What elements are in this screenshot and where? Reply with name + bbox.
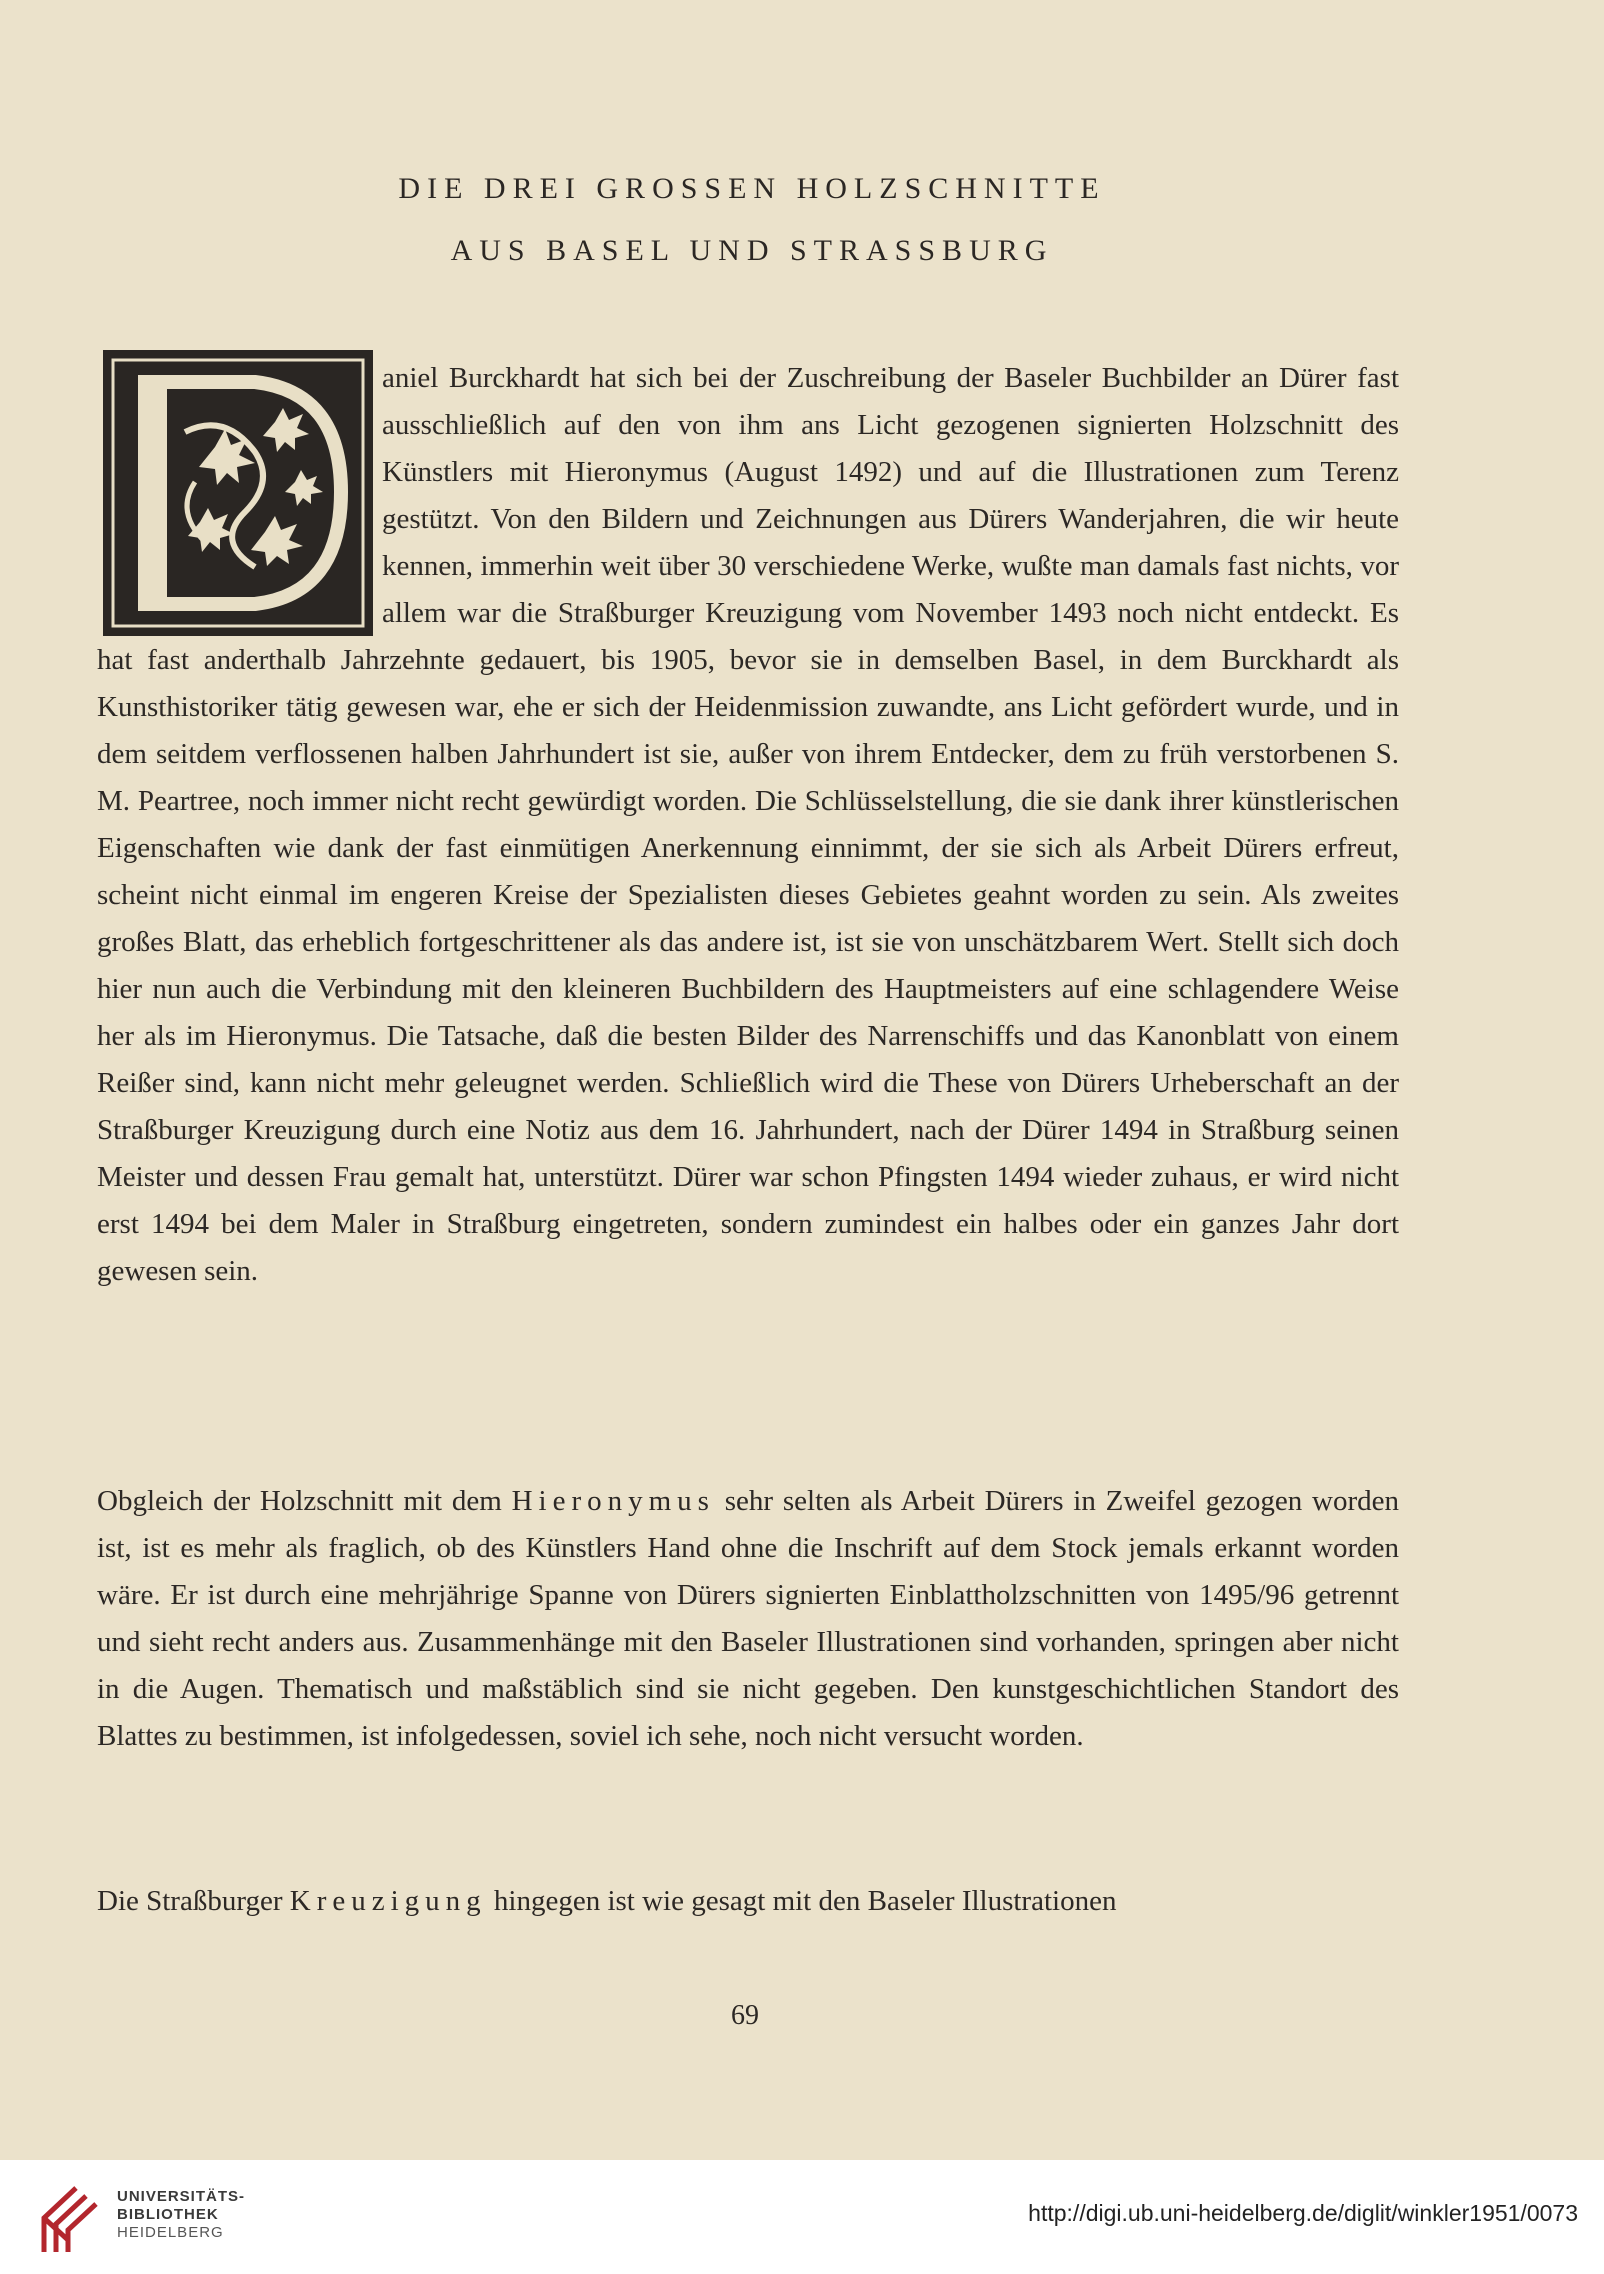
spaced-term-hieronymus: Hieronymus — [511, 1485, 715, 1517]
paragraph-2-block — [97, 1478, 1399, 1760]
library-name-line-2: BIBLIOTHEK — [117, 2206, 219, 2223]
spaced-term-kreuzigung: Kreuzigung — [289, 1885, 487, 1917]
page-number: 69 — [731, 2000, 759, 2031]
library-footer — [0, 2160, 1604, 2274]
paragraph-3-rest: hingegen ist wie gesagt mit den Baseler Illustrationen — [486, 1885, 1117, 1917]
paragraph-1-block — [97, 355, 1399, 1295]
paragraph-2-start: Obgleich der Holzschnitt mit dem — [97, 1485, 512, 1517]
library-name-line-3: HEIDELBERG — [117, 2224, 224, 2241]
chapter-title-line-1: DIE DREI GROSSEN HOLZSCHNITTE — [398, 172, 1106, 205]
library-logo-icon[interactable] — [36, 2182, 106, 2256]
initial-spacer — [97, 355, 382, 635]
library-name-line-1: UNIVERSITÄTS- — [117, 2188, 246, 2205]
library-name[interactable] — [117, 2188, 245, 2242]
paragraph-2 — [97, 1478, 1399, 1760]
paragraph-3 — [97, 1878, 1399, 1925]
paragraph-3-block — [97, 1878, 1399, 1925]
paragraph-3-start: Die Straßburger — [97, 1885, 290, 1917]
paragraph-1: aniel Burckhardt hat sich bei der Zuschreibung der Baseler Buchbilder an Dürer fast ausschließlich auf den von ihm ans Licht gezogenen signierten Holzschnitt des Künstlers mit Hieronymus (August 1492) und auf die Illustrationen zum Terenz gestützt. Von den Bildern und Zeichnungen aus Dürers Wanderjahren, die wir heute kennen, immerhin weit über 30 verschiedene Werke, wußte man damals fast nichts, vor allem war die Straßburger Kreuzigung vom November 1493 noch nicht entdeckt. Es hat fast anderthalb Jahrzehnte gedauert, bis 1905, bevor sie in demselben Basel, in dem Burckhardt als Kunsthistoriker tätig gewesen war, ehe er sich der Heidenmission zuwandte, ans Licht gefördert wurde, und in dem seitdem verflossenen halben Jahrhundert ist sie, außer von ihrem Entdecker, dem zu früh verstorbenen S. M. Peartree, noch immer nicht recht gewürdigt worden. Die Schlüsselstellung, die sie dank ihrer künstlerischen Eigenschaften wie dank der fast einmütigen Anerkennung einnimmt, der sie sich als Arbeit Dürers erfreut, scheint nicht einmal im engeren Kreise der Spezialisten dieses Gebietes geahnt worden zu sein. Als zweites großes Blatt, das erheblich fortgeschrittener als das andere ist, ist sie von unschätzbarem Wert. Stellt sich doch hier nun auch die Verbindung mit den kleineren Buchbildern des Hauptmeisters auf eine schlagendere Weise her als im Hieronymus. Die Tatsache, daß die besten Bilder des Narrenschiffs und das Kanonblatt von einem Reißer sind, kann nicht mehr geleugnet werden. Schließlich wird die These von Dürers Urheberschaft an der Straßburger Kreuzigung durch eine Notiz aus dem 16. Jahrhundert, nach der Dürer 1494 in Straßburg seinen Meister und dessen Frau gemalt hat, unterstützt. Dürer war schon Pfingsten 1494 wieder zuhaus, er wird nicht erst 1494 bei dem Maler in Straßburg eingetreten, sondern zumindest ein halbes oder ein ganzes Jahr dort gewesen sein. — [97, 362, 1399, 1287]
digital-copy-link[interactable]: http://digi.ub.uni-heidelberg.de/diglit/winkler1951/0073 — [1028, 2200, 1578, 2226]
paragraph-2-rest: sehr selten als Arbeit Dürers in Zweifel gezogen worden ist, ist es mehr als fraglich, ob des Künstlers Hand ohne die Inschrift auf dem Stock jemals erkannt worden wäre. Er ist durch eine mehrjährige Spanne von Dürers signierten Einblattholzschnitten von 1495/96 getrennt und sieht recht anders aus. Zusammenhänge mit den Baseler Illustrationen sind vorhanden, springen aber nicht in die Augen. Thematisch und maßstäblich sind sie nicht gegeben. Den kunstgeschichtlichen Standort des Blattes zu bestimmen, ist infolgedessen, soviel ich sehe, noch nicht versucht worden. — [97, 1485, 1399, 1752]
chapter-title-line-2: AUS BASEL UND STRASSBURG — [450, 234, 1054, 267]
